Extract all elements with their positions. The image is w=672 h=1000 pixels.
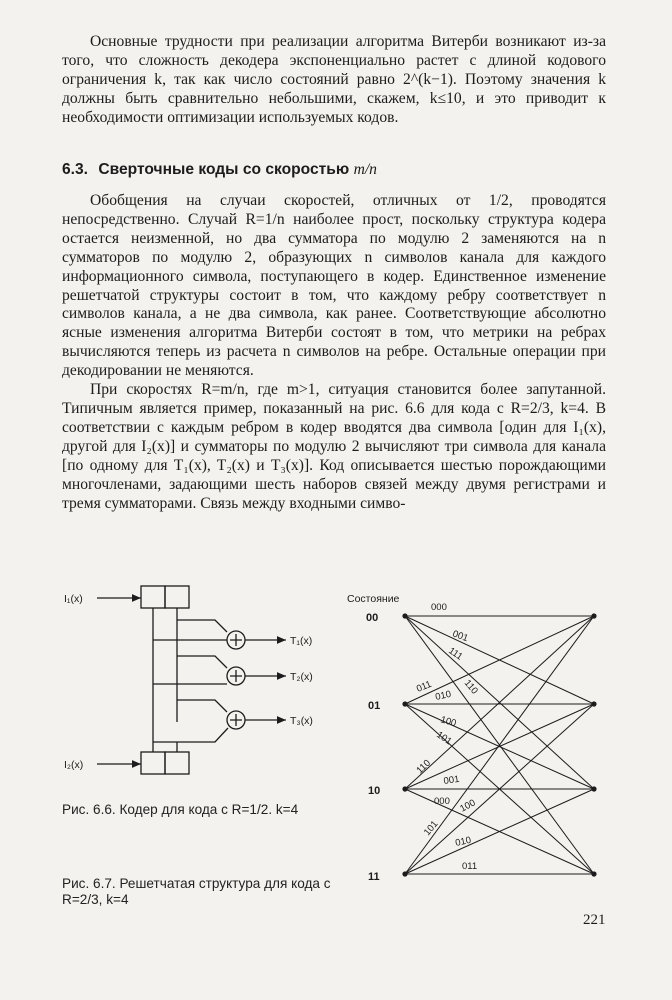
edge-label-111: 111 [446,645,465,663]
edge-label-100-a: 100 [439,714,458,730]
trellis-node-left-0 [402,613,407,618]
section-title: Сверточные коды со скоростью [98,161,350,178]
output-2-label: T₂(x) [290,671,313,683]
edge-label-001-b: 001 [442,773,461,787]
edge-label-011-a: 011 [415,678,434,695]
edge-label-101-b: 101 [421,818,441,838]
state-label-11: 11 [368,871,380,883]
state-label-00: 00 [366,612,379,624]
register-1-cell-1 [141,586,165,608]
edge-label-001-a: 001 [450,628,470,645]
paragraph-1: Основные трудности при реализации алгоритма Витерби возникают из-за того, что сложность декодера экспоненциально растет с длиной кодового ограничения k, так как число состояний равно 2^(k−1). Поэтому значения k должны быть сравнительно небольшими, скажем, k≤10, и это приводит к необходимости оптимизации используемых кодов. [62,33,606,126]
register-1-cell-2 [165,586,189,608]
trellis-edges [405,616,594,874]
trellis-node-left-2 [402,786,407,791]
edge-label-010-b: 010 [454,834,473,849]
edge-label-110-a: 110 [461,677,480,697]
register-2-cell-2 [165,752,189,774]
edge-label-010-a: 010 [434,688,453,703]
edge-label-101-a: 101 [434,729,454,748]
trellis-node-right-1 [591,701,596,706]
edge-label-011-b: 011 [462,861,478,872]
trellis-state-labels [366,612,380,883]
input-1-label: I₁(x) [64,593,83,605]
section-rate: m/n [353,161,377,178]
figure-6-7-caption: Рис. 6.7. Решетчатая структура для кода с R=2/3, k=4 [62,876,331,907]
edge-label-000-b: 000 [434,796,450,807]
edge-label-100-b: 100 [458,797,478,815]
trellis-node-right-3 [591,871,596,876]
state-label-10: 10 [368,785,381,797]
encoder-diagram [97,586,286,774]
state-label-01: 01 [368,700,381,712]
edge-label-000-a: 000 [431,602,447,613]
output-1-label: T₁(x) [290,635,313,647]
output-3-label: T₃(x) [290,715,313,727]
input-2-label: I₂(x) [64,759,84,771]
paragraph-3-text: При скоростях R=m/n, где m>1, ситуация становится более запутанной. Типичным является пример, показанный на рис. 6.6 для кода с R=2/3, k=4. В соответствии с каждым ребром в кодер вводятся два символа [один для I₁(x), другой для I₂(x)] и сумматоры по модулю 2 вычисляют три символа для канала [по одному для T₁(x), T₂(x) и T₃(x)]. Код описывается шестью порождающими многочленами, задающими шесть наборов связей между двумя регистрами и тремя сумматорами. Связь между входными симво- [62,381,606,512]
register-2-cell-1 [141,752,165,774]
trellis-node-right-2 [591,786,596,791]
paragraph-2-text: Обобщения на случаи скоростей, отличных от 1/2, проводятся непосредственно. Случай R=1/n наиболее прост, поскольку структура кодера остается неизменной, но два сумматора по модулю 2 заменяются на n сумматоров по модулю 2, образующих n символов канала для каждого информационного символа, поступающего в кодер. Единственное изменение решетчатой структуры состоит в том, что каждому ребру соответствует n символов канала, а не два символа, как ранее. Соответствующие абсолютно ясные изменения алгоритма Витерби состоят в том, что метрики на ребрах вычисляются теперь из расчета n символов на ребре. Остальные операции при декодировании не меняются. [62,192,606,380]
trellis-node-left-1 [402,701,407,706]
trellis-node-left-3 [402,871,407,876]
section-number: 6.3. [62,161,89,178]
figure-6-6-caption: Рис. 6.6. Кодер для кода с R=1/2. k=4 [62,802,299,817]
edge-label-110-b: 110 [414,757,433,777]
trellis-node-right-0 [591,613,596,618]
trellis-header: Состояние [347,593,400,605]
page-number: 221 [583,912,606,928]
